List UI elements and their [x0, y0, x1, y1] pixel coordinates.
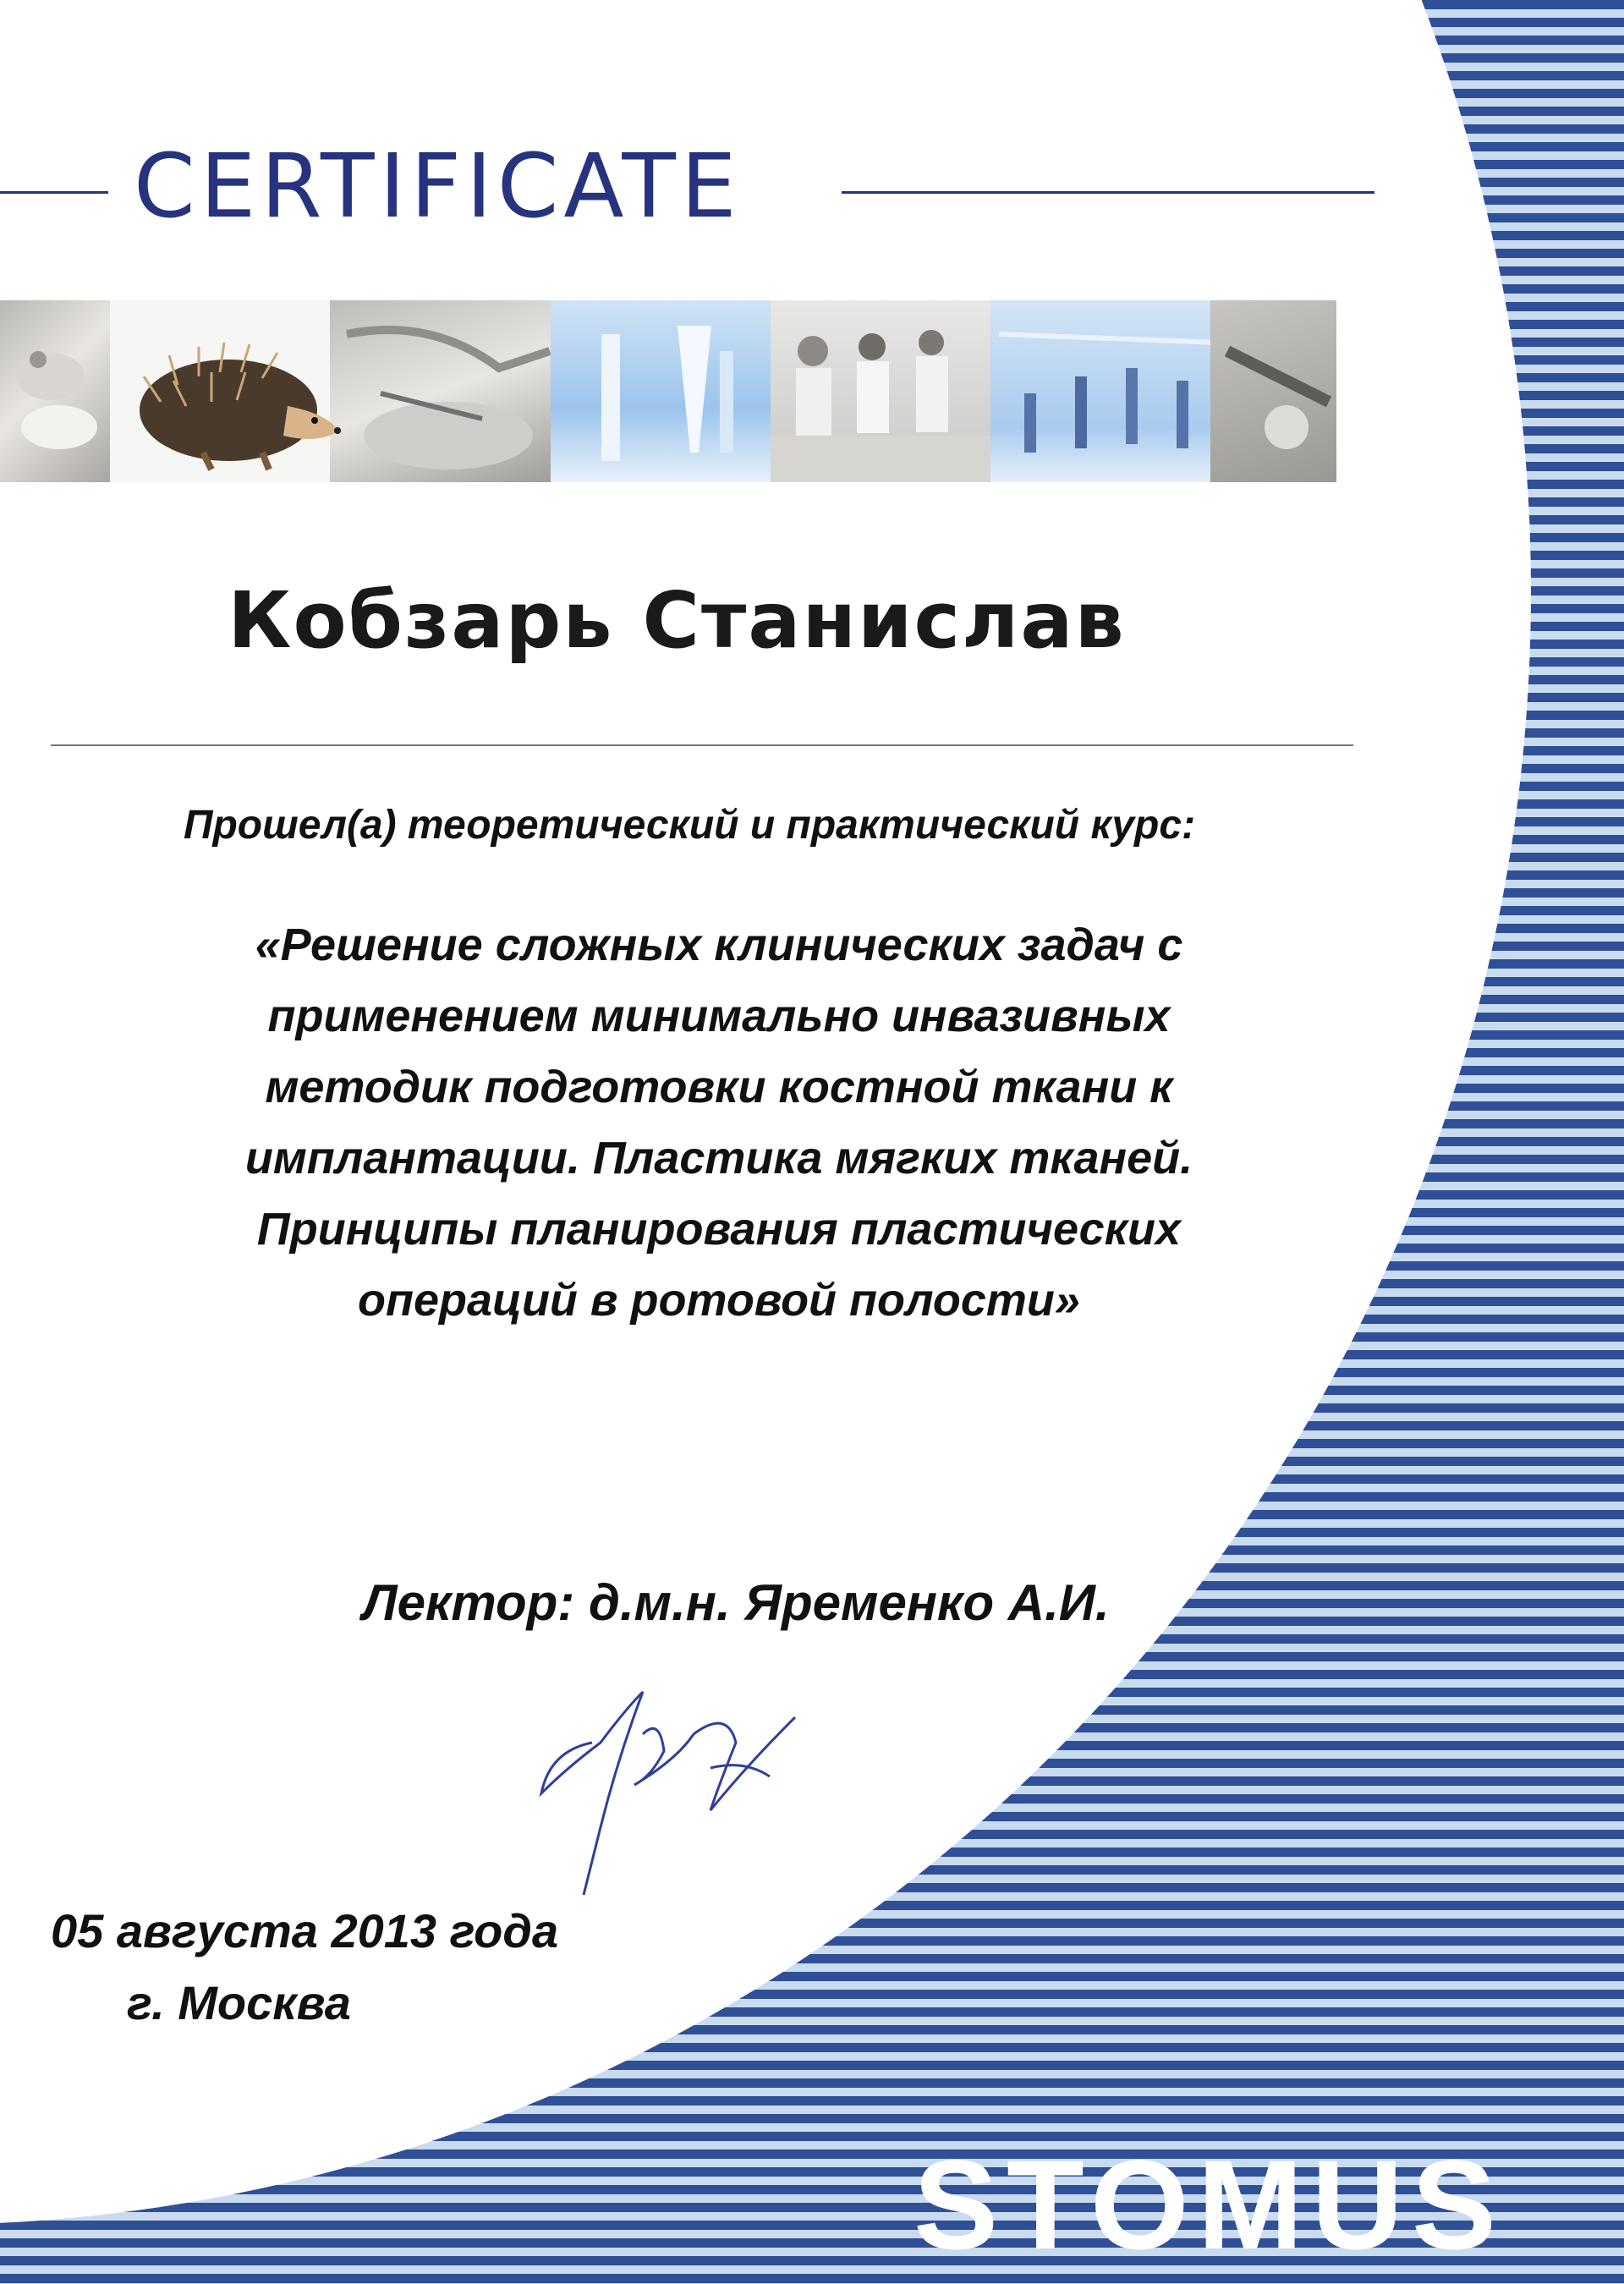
name-underline: [51, 744, 1353, 746]
course-intro: Прошел(а) теоретический и практический курс:: [183, 803, 1196, 848]
course-title: [68, 909, 1370, 1336]
issue-city: г. Москва: [127, 1976, 351, 2029]
implant-photo: [551, 300, 771, 482]
instrument-photo: [1210, 300, 1336, 482]
course-title-line: применением минимально инвазивных: [267, 991, 1171, 1041]
surgery-photo: [330, 300, 550, 482]
hedgehog-illustration: [127, 326, 347, 478]
recipient-name: Кобзарь Станислав: [228, 575, 1126, 666]
students-photo: [771, 300, 990, 482]
dental-photo: [0, 300, 110, 482]
implants-row-photo: [990, 300, 1210, 482]
title-rule-right: [842, 191, 1374, 194]
course-title-line: Принципы планирования пластических: [256, 1204, 1182, 1255]
lecturer-line: Лектор: д.м.н. Яременко А.И.: [362, 1574, 1110, 1631]
issue-date: 05 августа 2013 года: [51, 1904, 559, 1957]
course-title-line: имплантации. Пластика мягких тканей.: [244, 1133, 1193, 1183]
certificate-header: [0, 135, 846, 237]
course-title-line: «Решение сложных клинических задач с: [255, 920, 1183, 970]
course-title-line: операций в ротовой полости»: [358, 1275, 1080, 1326]
certificate-title: CERTIFICATE: [134, 135, 742, 238]
course-title-line: методик подготовки костной ткани к: [265, 1062, 1173, 1112]
lecturer-signature: [516, 1641, 837, 1920]
title-rule-left: [0, 191, 108, 194]
stomus-logo: STOMUS: [914, 2133, 1505, 2276]
